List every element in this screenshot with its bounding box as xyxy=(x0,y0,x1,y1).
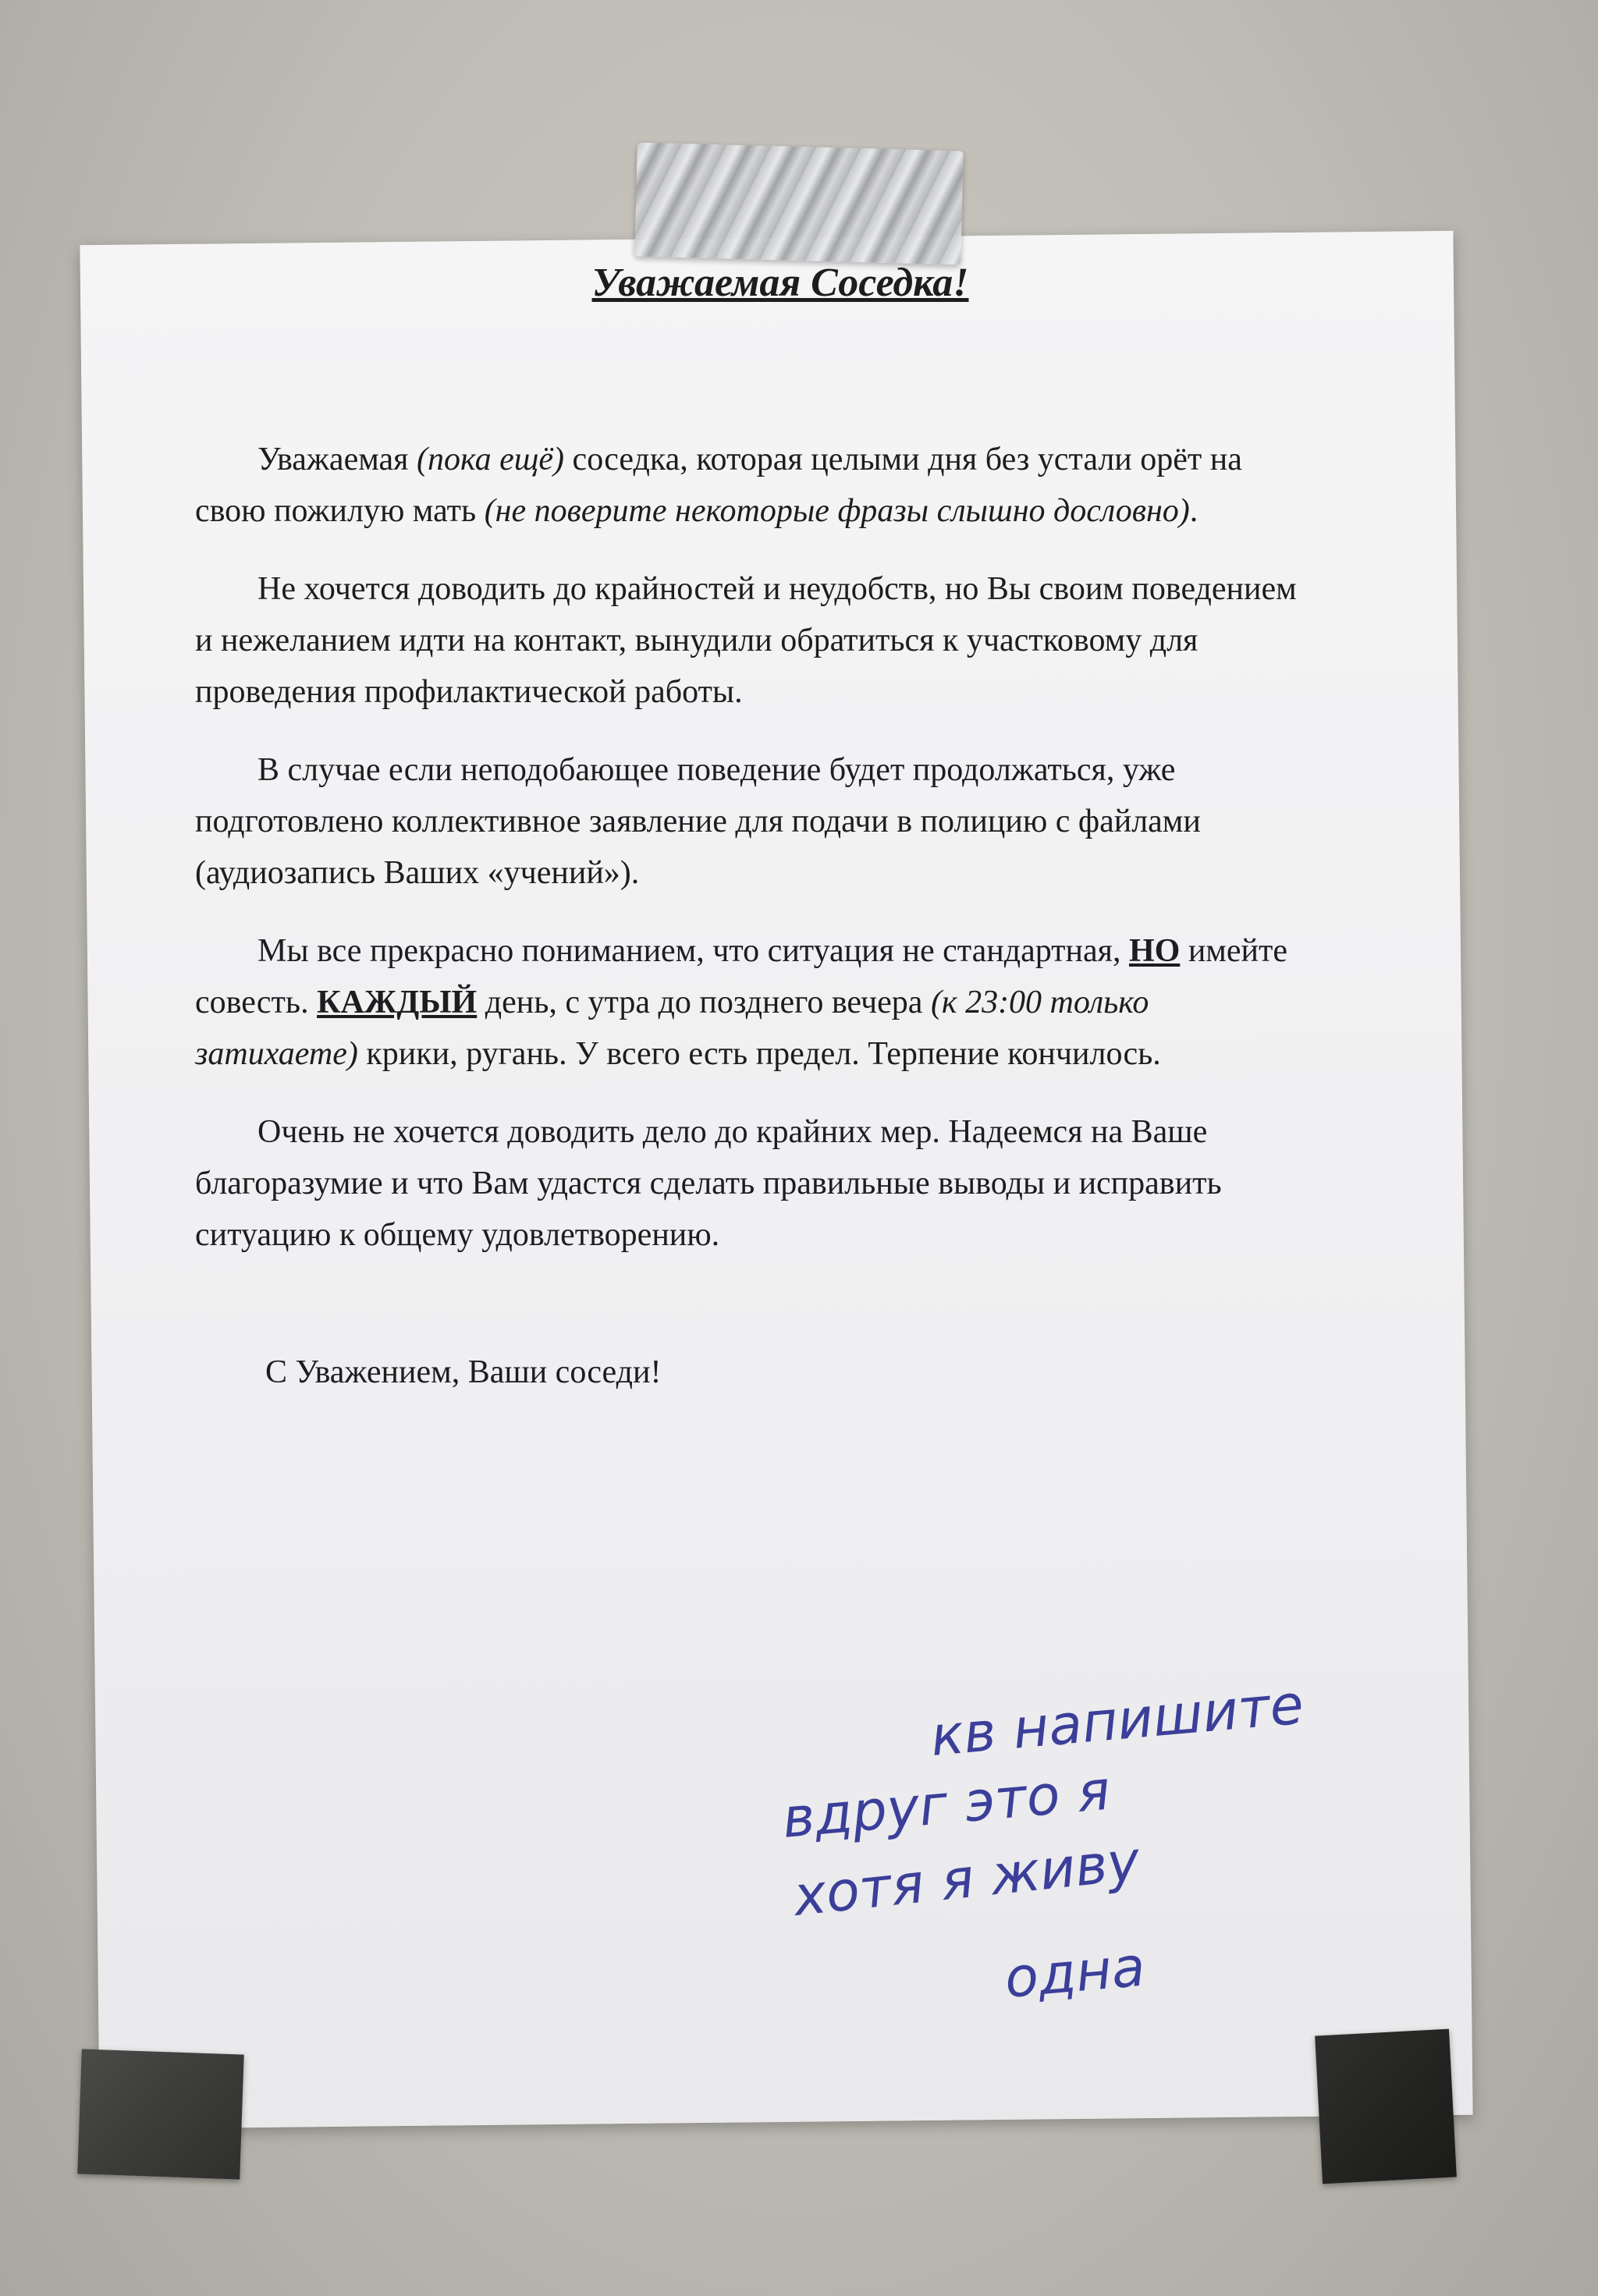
paragraph-5: Очень не хочется доводить дело до крайних мер. Надеемся на Ваше благоразумие и что Вам удастся сделать правильные выводы и исправить ситуацию к общему удовлетворению. xyxy=(195,1114,1222,1253)
paragraph-1 xyxy=(195,434,1319,537)
paragraph-2: Не хочется доводить до крайностей и неудобств, но Вы своим поведением и нежеланием идти на контакт, вынудили обратиться к участковому для проведения профилактической работы. xyxy=(195,571,1297,710)
p1-text-e: . xyxy=(1189,493,1198,529)
p4-text-c: имейте совесть. xyxy=(195,933,1287,1020)
handwritten-line-1: кв напишите xyxy=(928,1672,1306,1769)
p1-italic-b: (пока ещё) xyxy=(416,442,565,477)
p4-italic-f: (к 23:00 только затихаете) xyxy=(195,985,1149,1072)
handwritten-line-2: вдруг это я xyxy=(779,1758,1113,1851)
p4-text-e: день, с утра до позднего вечера xyxy=(477,985,931,1020)
p4-text-g: крики, ругань. У всего есть предел. Терпение кончилось. xyxy=(357,1036,1161,1072)
p1-italic-d: (не поверите некоторые фразы слышно дословно) xyxy=(484,493,1190,529)
p1-text-c: соседка, которая целыми дня без устали орёт на свою пожилую мать xyxy=(195,442,1242,529)
handwritten-line-4: одна xyxy=(1002,1934,1148,2010)
paragraph-4 xyxy=(195,925,1319,1080)
black-tape-bottom-left xyxy=(77,2049,243,2179)
letter-closing: С Уважением, Ваши соседи! xyxy=(265,1354,662,1390)
p4-text-a: Мы все прекрасно пониманием, что ситуация не стандартная, xyxy=(257,933,1129,969)
paragraph-3: В случае если неподобающее поведение будет продолжаться, уже подготовлено коллективное заявление для подачи в полицию с файлами (аудиозапись Ваших «учений»). xyxy=(195,752,1201,891)
black-tape-bottom-right xyxy=(1315,2029,1457,2184)
letter-title: Уважаемая Соседка! xyxy=(591,261,969,305)
p4-emphasis-but: НО xyxy=(1128,933,1181,969)
p4-emphasis-every: КАЖДЫЙ xyxy=(317,985,478,1020)
handwritten-line-3: хотя я живу xyxy=(790,1828,1143,1929)
p1-text-a: Уважаемая xyxy=(257,442,417,477)
silver-tape-top xyxy=(634,143,964,265)
printed-letter xyxy=(195,257,1319,1398)
